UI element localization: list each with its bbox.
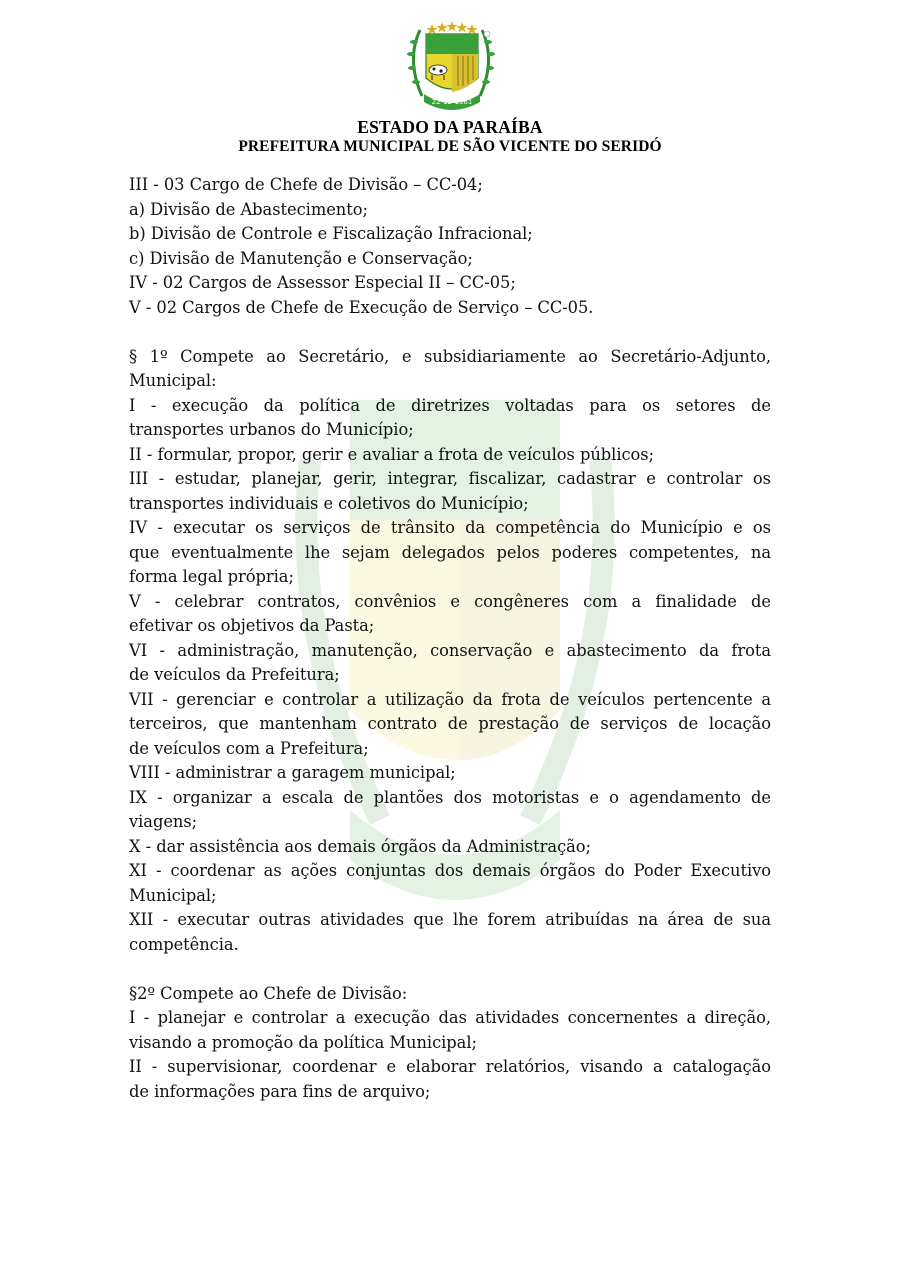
section1-text-line: de veículos da Prefeitura; [129, 665, 340, 684]
section1-text-line: X - dar assistência aos demais órgãos da Administração; [129, 836, 591, 856]
positions-list-item: V - 02 Cargos de Chefe de Execução de Serviço – CC-05. [129, 297, 594, 317]
positions-list-item: b) Divisão de Controle e Fiscalização Infracional; [129, 224, 533, 243]
document-header [0, 117, 900, 156]
municipal-coat-of-arms-icon [398, 20, 502, 112]
section1-text-line: IV - executar os serviços de trânsito da competência do Município e os [129, 518, 771, 537]
positions-list-item: c) Divisão de Manutenção e Conservação; [129, 248, 473, 268]
section1-text-line: efetivar os objetivos da Pasta; [129, 616, 375, 635]
section1-text-line: competência. [129, 934, 239, 954]
section1-text-line: IX - organizar a escala de plantões dos motoristas e o agendamento de [129, 787, 771, 807]
section2-text-line: II - supervisionar, coordenar e elaborar relatórios, visando a catalogação [129, 1057, 771, 1076]
paragraph-spacer [129, 320, 771, 345]
section1-text-line: Municipal; [129, 885, 217, 905]
section1-text-line: VIII - administrar a garagem municipal; [129, 763, 456, 782]
section1-text-line: XII - executar outras atividades que lhe forem atribuídas na área de sua [129, 910, 771, 929]
section2-text-line: §2º Compete ao Chefe de Divisão: [129, 983, 408, 1003]
section1-text-line: I - execução da política de diretrizes voltadas para os setores de [129, 395, 771, 415]
section2-text-line: I - planejar e controlar a execução das atividades concernentes a direção, [129, 1008, 771, 1027]
section1-text-line: XI - coordenar as ações conjuntas dos demais órgãos do Poder Executivo [129, 861, 771, 880]
state-title: ESTADO DA PARAÍBA [357, 117, 543, 137]
section2-text-line: de informações para fins de arquivo; [129, 1081, 431, 1101]
city-hall-title: PREFEITURA MUNICIPAL DE SÃO VICENTE DO SERIDÓ [238, 138, 662, 155]
section1-text-line: II - formular, propor, gerir e avaliar a frota de veículos públicos; [129, 444, 655, 464]
positions-list-item: IV - 02 Cargos de Assessor Especial II – CC-05; [129, 273, 516, 292]
section1-text-line: de veículos com a Prefeitura; [129, 738, 369, 758]
paragraph-spacer [129, 957, 771, 982]
section1-text-line: terceiros, que mantenham contrato de prestação de serviços de locação [129, 714, 771, 733]
section2-text-line: visando a promoção da política Municipal; [129, 1032, 477, 1052]
positions-list-item: a) Divisão de Abastecimento; [129, 199, 368, 219]
document-body [129, 173, 771, 1104]
section1-text-line: transportes urbanos do Município; [129, 420, 414, 439]
section1-text-line: que eventualmente lhe sejam delegados pelos poderes competentes, na [129, 542, 771, 562]
crest-date: 22-12-1961 [431, 98, 473, 106]
section1-text-line: VII - gerenciar e controlar a utilização da frota de veículos pertencente a [129, 689, 771, 709]
section1-text-line: III - estudar, planejar, gerir, integrar, fiscalizar, cadastrar e controlar os [129, 469, 771, 488]
section1-text-line: § 1º Compete ao Secretário, e subsidiariamente ao Secretário-Adjunto, [129, 346, 771, 366]
section1-text-line: forma legal própria; [129, 567, 294, 586]
section1-text-line: viagens; [129, 812, 198, 831]
section1-text-line: transportes individuais e coletivos do Município; [129, 493, 529, 513]
section1-text-line: VI - administração, manutenção, conservação e abastecimento da frota [129, 640, 771, 660]
section1-text-line: V - celebrar contratos, convênios e congêneres com a finalidade de [129, 591, 771, 611]
positions-list-item: III - 03 Cargo de Chefe de Divisão – CC-04; [129, 175, 483, 194]
section1-text-line: Municipal: [129, 371, 217, 390]
